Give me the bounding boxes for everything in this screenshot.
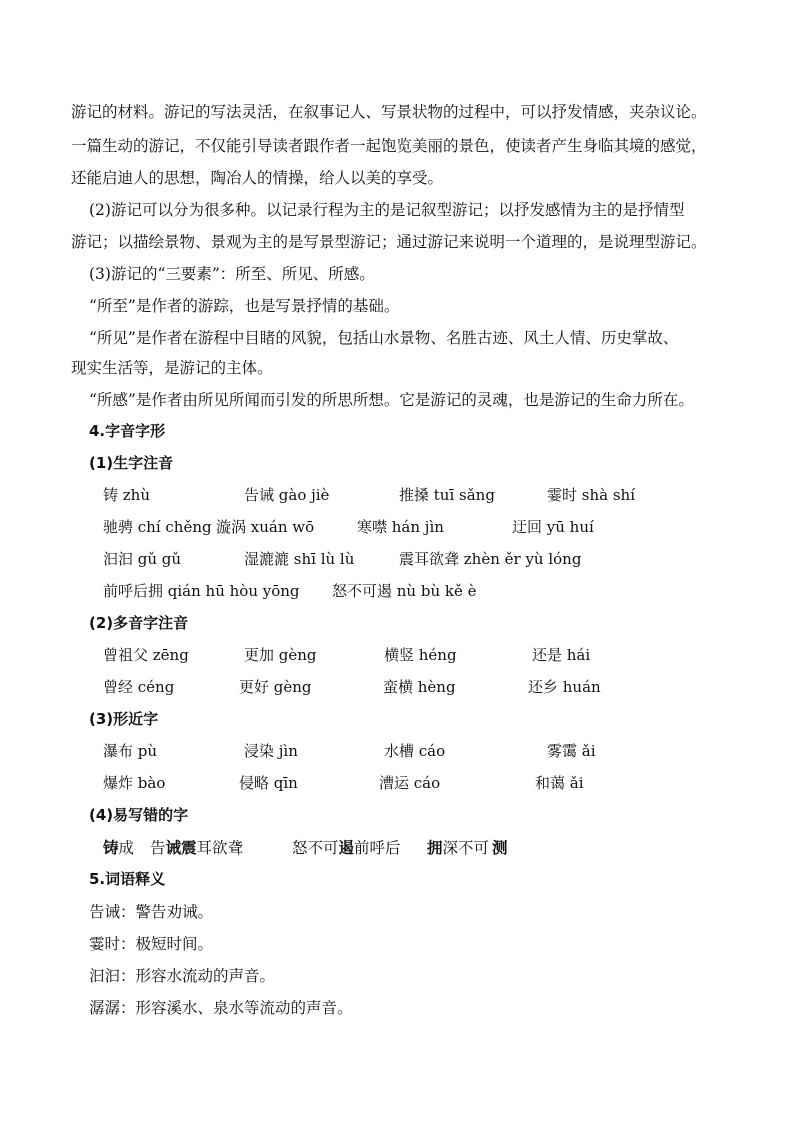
typo-text: 前呼后 [354,839,401,857]
pinyin-entry: 湿漉漉 shī lù lù [244,550,355,568]
pinyin-row [71,580,731,604]
polyphone-row [71,676,731,700]
paragraph-line: “所至”是作者的游踪，也是写景抒情的基础。 [89,297,400,315]
similar-char-entry: 瀑布 pù [103,742,158,760]
pinyin-row [71,516,731,540]
definition-line: 霎时：极短时间。 [89,935,214,953]
pinyin-entry: 霎时 shà shí [547,486,635,504]
polyphone-entry: 更加 gèng [244,646,317,664]
typo-item [292,836,401,858]
typo-text: 深不可 [442,839,490,857]
polyphone-entry: 还乡 huán [528,678,601,696]
section-heading: 4.字音字形 [89,422,166,440]
definition-line: 汩汩：形容水流动的声音。 [89,967,276,985]
pinyin-entry: 漩涡 xuán wō [216,518,315,536]
similar-char-entry: 漕运 cáo [379,774,441,792]
pinyin-entry: 铸 zhù [103,486,150,504]
pinyin-row [71,548,731,572]
definition-line: 潺潺：形容溪水、泉水等流动的声音。 [89,999,353,1017]
typo-bold-char: 拥 [427,838,443,857]
typo-bold-char: 遏 [338,838,355,857]
polyphone-entry: 蛮横 hèng [383,678,456,696]
similar-char-entry: 爆炸 bào [103,774,166,792]
paragraph-line: “所感”是作者由所见所闻而引发的所思所想。它是游记的灵魂，也是游记的生命力所在。 [89,391,694,409]
paragraph-line: 现实生活等，是游记的主体。 [71,359,273,377]
pinyin-row [71,484,731,508]
paragraph-line: (3)游记的“三要素”：所至、所见、所感。 [89,265,375,283]
polyphone-entry: 还是 hái [532,646,591,664]
typo-bold-char: 测 [492,838,508,857]
typo-bold-char: 诫震 [165,838,197,857]
paragraph-line: 游记；以描绘景物、景观为主的是写景型游记；通过游记来说明一个道理的，是说理型游记。 [71,233,707,251]
paragraph-line: (2)游记可以分为很多种。以记录行程为主的是记叙型游记；以抒发感情为主的是抒情型 [89,201,685,219]
section-heading: 5.词语释义 [89,870,166,888]
typo-text: 怒不可 [292,839,339,857]
pinyin-entry: 汩汩 gǔ gǔ [103,550,182,568]
pinyin-entry: 驰骋 chí chěng [103,518,212,536]
typo-item [427,836,489,858]
subsection-heading: (1)生字注音 [89,454,174,472]
polyphone-entry: 曾经 céng [103,678,175,696]
typo-text: 成 [118,839,135,857]
typo-item [103,836,134,858]
pinyin-entry: 迂回 yū huí [512,518,594,536]
typo-item [492,836,508,858]
definition-line: 告诫：警告劝诫。 [89,903,214,921]
typo-item [150,836,243,858]
similar-char-row [71,740,731,764]
polyphone-row [71,644,731,668]
paragraph-line: “所见”是作者在游程中目睹的风貌，包括山水景物、名胜古迹、风土人情、历史掌故、 [89,329,679,347]
paragraph-line: 游记的材料。游记的写法灵活，在叙事记人、写景状物的过程中，可以抒发情感，夹杂议论。 [71,103,707,121]
typo-chars-row [71,836,731,860]
subsection-heading: (2)多音字注音 [89,614,189,632]
paragraph-line: 还能启迪人的思想，陶冶人的情操，给人以美的享受。 [71,169,444,187]
pinyin-entry: 前呼后拥 qián hū hòu yōng [103,582,300,600]
similar-char-entry: 水槽 cáo [384,742,446,760]
similar-char-entry: 雾霭 ǎi [547,742,596,760]
pinyin-entry: 推搡 tuī sǎng [399,486,495,504]
typo-text: 耳欲聋 [196,839,244,857]
typo-text: 告 [150,839,166,857]
polyphone-entry: 更好 gèng [239,678,312,696]
pinyin-entry: 怒不可遏 nù bù kě è [332,582,477,600]
polyphone-entry: 曾祖父 zēng [103,646,189,664]
polyphone-entry: 横竖 héng [384,646,457,664]
similar-char-entry: 侵略 qīn [239,774,298,792]
paragraph-line: 一篇生动的游记，不仅能引导读者跟作者一起饱览美丽的景色，使读者产生身临其境的感觉， [71,137,707,155]
pinyin-entry: 寒噤 hán jìn [357,518,444,536]
typo-bold-char: 铸 [103,838,119,857]
subsection-heading: (3)形近字 [89,710,159,728]
pinyin-entry: 震耳欲聋 zhèn ěr yù lóng [399,550,582,568]
similar-char-row [71,772,731,796]
subsection-heading: (4)易写错的字 [89,806,189,824]
similar-char-entry: 浸染 jìn [244,742,298,760]
pinyin-entry: 告诫 gào jiè [244,486,330,504]
similar-char-entry: 和蔼 ǎi [535,774,584,792]
